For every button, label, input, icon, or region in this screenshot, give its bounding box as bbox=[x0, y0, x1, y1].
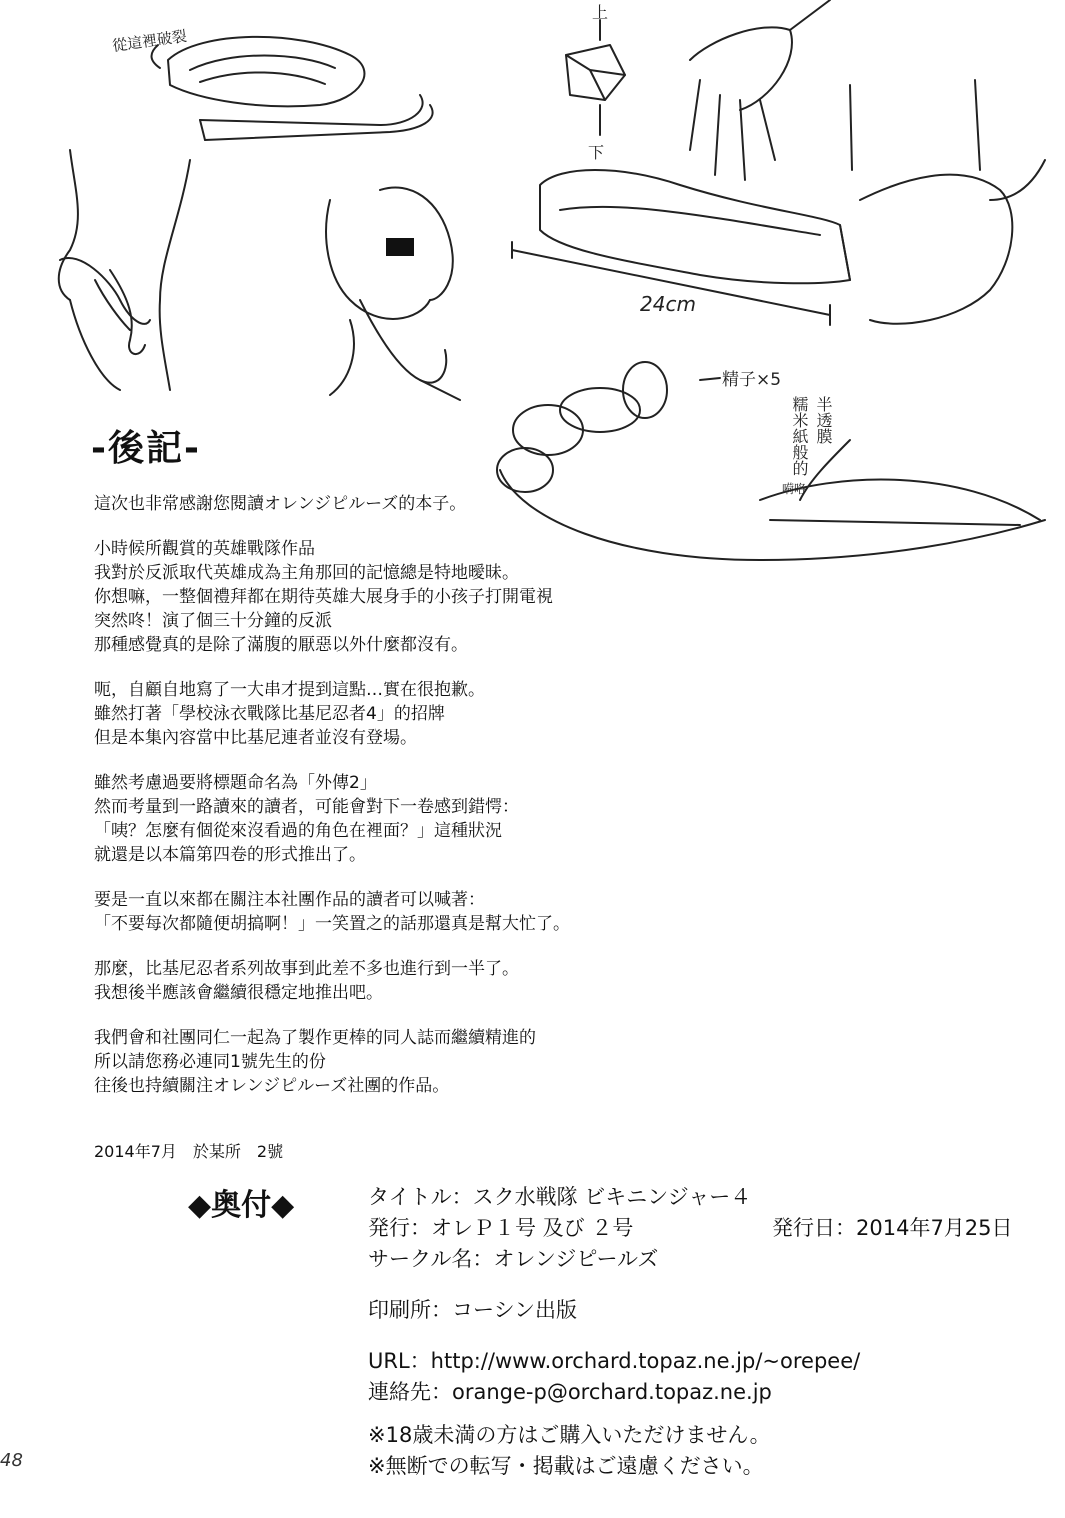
afterword-line: 往後也持續關注オレンジピルーズ社團的作品。 bbox=[94, 1076, 450, 1096]
colophon-notice-age: ※18歳未満の方はご購入いただけません。 bbox=[368, 1423, 771, 1447]
sketch-note-crack: 從這裡破裂 bbox=[111, 26, 188, 56]
sketch-note-up: 上 bbox=[592, 3, 609, 22]
afterword-line: 要是一直以來都在關注本社團作品的讀者可以喊著： bbox=[94, 890, 485, 910]
afterword-line: 呃，自顧自地寫了一大串才提到這點…實在很抱歉。 bbox=[94, 680, 485, 700]
afterword-line: 雖然打著「學校泳衣戰隊比基尼忍者4」的招牌 bbox=[94, 704, 445, 724]
colophon-publisher: 発行：オレＰ１号 及び ２号 bbox=[368, 1216, 634, 1240]
colophon-pub-date: 発行日：2014年7月25日 bbox=[772, 1216, 1013, 1240]
afterword-line: 但是本集內容當中比基尼連者並沒有登場。 bbox=[94, 728, 417, 748]
afterword-line: 我想後半應該會繼續很穩定地推出吧。 bbox=[94, 983, 383, 1003]
colophon-notice-copy: ※無断での転写・掲載はご遠慮ください。 bbox=[368, 1454, 764, 1478]
sketch-note-membrane-a: 糯米紙般的 bbox=[790, 396, 809, 476]
afterword-signature: 2014年7月 於某所 2號 bbox=[94, 1142, 284, 1161]
afterword-line: 雖然考慮過要將標題命名為「外傳2」 bbox=[94, 773, 377, 793]
afterword-line: 那種感覺真的是除了滿腹的厭惡以外什麼都沒有。 bbox=[94, 635, 468, 655]
afterword-paragraph bbox=[94, 957, 814, 1005]
afterword-title: -後記- bbox=[91, 428, 201, 469]
colophon-printer: 印刷所：コーシン出版 bbox=[368, 1298, 578, 1322]
afterword-line: 就還是以本篇第四卷的形式推出了。 bbox=[94, 845, 366, 865]
afterword-body bbox=[94, 492, 814, 1119]
colophon-title: ◆奥付◆ bbox=[188, 1188, 295, 1223]
afterword-line: 所以請您務必連同1號先生的份 bbox=[94, 1052, 326, 1072]
afterword-line: 這次也非常感謝您閱讀オレンジピルーズ的本子。 bbox=[94, 494, 467, 514]
afterword-line: 突然咚！演了個三十分鐘的反派 bbox=[94, 611, 332, 631]
colophon-title-line: タイトル：スク水戦隊 ビキニンジャー４ bbox=[368, 1185, 752, 1209]
afterword-line: 我對於反派取代英雄成為主角那回的記憶總是特地曖昧。 bbox=[94, 563, 519, 583]
afterword-paragraph bbox=[94, 492, 814, 516]
afterword-line: 你想嘛，一整個禮拜都在期待英雄大展身手的小孩子打開電視 bbox=[94, 587, 553, 607]
sketch-note-sound: 嗬咯 bbox=[782, 482, 807, 496]
afterword-paragraph bbox=[94, 888, 814, 936]
sketch-note-down: 下 bbox=[588, 143, 605, 162]
page-number: 48 bbox=[0, 1450, 23, 1471]
colophon-circle: サークル名：オレンジピールズ bbox=[368, 1247, 659, 1271]
afterword-line: 我們會和社團同仁一起為了製作更棒的同人誌而繼續精進的 bbox=[94, 1028, 536, 1048]
afterword-paragraph bbox=[94, 771, 814, 867]
sketch-note-length: 24cm bbox=[640, 292, 696, 316]
afterword-line: 「咦？怎麼有個從來沒看過的角色在裡面？」這種狀況 bbox=[94, 821, 502, 841]
afterword-paragraph bbox=[94, 1026, 814, 1098]
afterword-paragraph bbox=[94, 537, 814, 657]
afterword-line: 然而考量到一路讀來的讀者，可能會對下一卷感到錯愕： bbox=[94, 797, 519, 817]
colophon-url: URL：http://www.orchard.topaz.ne.jp/~orepee/ bbox=[368, 1349, 861, 1373]
afterword-line: 那麼，比基尼忍者系列故事到此差不多也進行到一半了。 bbox=[94, 959, 519, 979]
afterword-line: 小時候所觀賞的英雄戰隊作品 bbox=[94, 539, 315, 559]
sketch-note-membrane-b: 半透膜 bbox=[814, 396, 833, 444]
colophon-block bbox=[368, 1182, 1013, 1482]
afterword-line: 「不要每次都隨便胡搞啊！」一笑置之的話那還真是幫大忙了。 bbox=[94, 914, 570, 934]
afterword-paragraph bbox=[94, 678, 814, 750]
sketch-note-sperm: 精子×5 bbox=[722, 370, 782, 390]
colophon-contact: 連絡先：orange-p@orchard.topaz.ne.jp bbox=[368, 1380, 772, 1404]
